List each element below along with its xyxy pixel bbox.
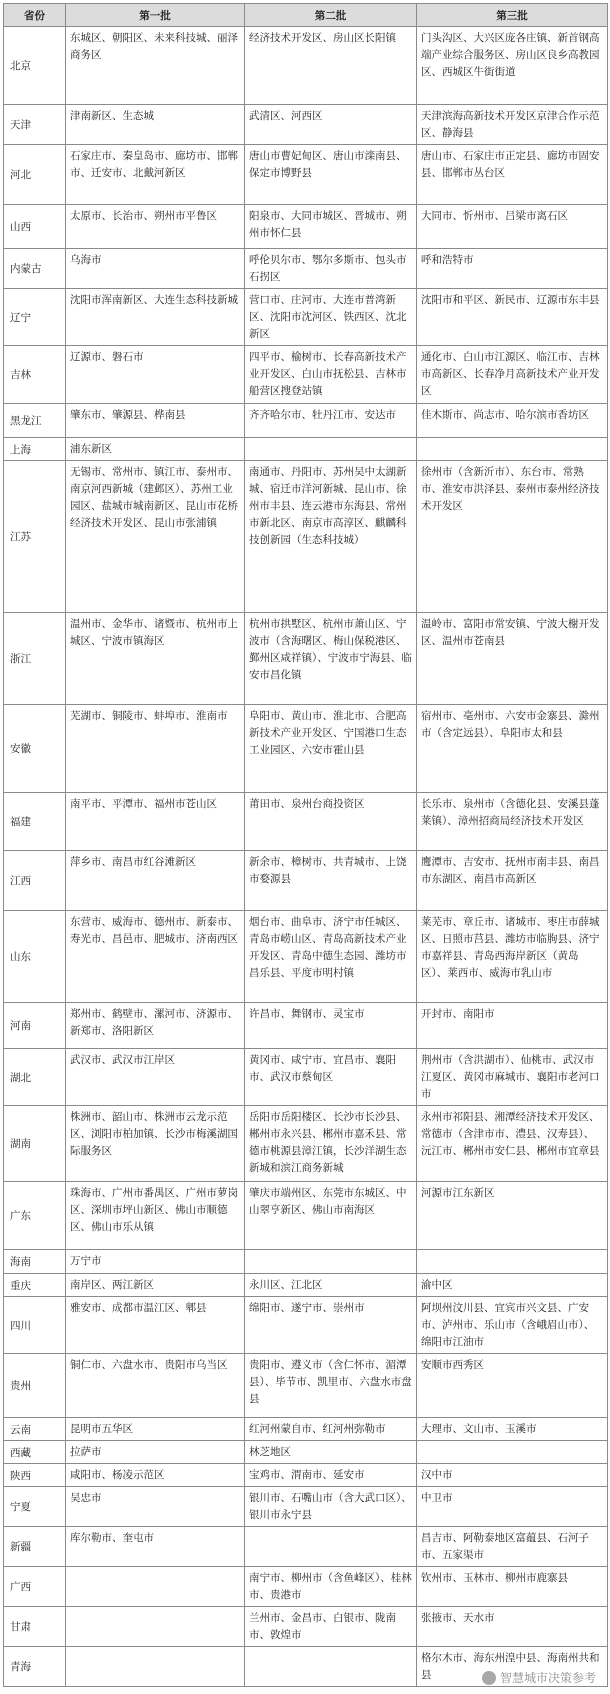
province-cell: 新疆 (4, 1527, 66, 1567)
table-row (4, 705, 608, 793)
batch3-cell: 门头沟区、大兴区庞各庄镇、新首钢高端产业综合服务区、房山区良乡高教园区、西城区牛街街道 (417, 27, 608, 105)
batch1-cell: 太原市、长治市、朔州市平鲁区 (66, 205, 245, 249)
batch2-cell (245, 1647, 417, 1687)
table-row (4, 27, 608, 105)
table-row (4, 1607, 608, 1647)
province-cell: 广东 (4, 1182, 66, 1250)
province-cell: 青海 (4, 1647, 66, 1687)
batch2-cell: 营口市、庄河市、大连市普湾新区、沈阳市沈河区、铁西区、沈北新区 (245, 289, 417, 346)
batch1-cell: 无锡市、常州市、镇江市、泰州市、南京河西新城（建邺区）、苏州工业园区、盐城市城南新区、昆山市花桥经济技术开发区、昆山市张浦镇 (66, 461, 245, 613)
province-cell: 黑龙江 (4, 404, 66, 438)
province-cell: 山东 (4, 911, 66, 1003)
batch2-cell: 阳泉市、大同市城区、晋城市、朔州市怀仁县 (245, 205, 417, 249)
table-row (4, 346, 608, 404)
batch3-cell: 格尔木市、海东州湟中县、海南州共和县 (417, 1647, 608, 1687)
province-cell: 陕西 (4, 1464, 66, 1487)
table-row (4, 851, 608, 911)
batch3-cell (417, 1250, 608, 1274)
batch1-cell: 沈阳市浑南新区、大连生态科技新城 (66, 289, 245, 346)
batch2-cell: 肇庆市端州区、东莞市东城区、中山翠亨新区、佛山市南海区 (245, 1182, 417, 1250)
batch1-cell: 珠海市、广州市番禺区、广州市萝岗区、深圳市坪山新区、佛山市顺德区、佛山市乐从镇 (66, 1182, 245, 1250)
batch1-cell: 浦东新区 (66, 438, 245, 461)
table-row (4, 1182, 608, 1250)
province-cell: 内蒙古 (4, 249, 66, 289)
table-body (4, 27, 608, 1687)
batch3-cell: 钦州市、玉林市、柳州市鹿寨县 (417, 1567, 608, 1607)
province-cell: 湖北 (4, 1049, 66, 1106)
table-row (4, 205, 608, 249)
batch2-cell: 林芝地区 (245, 1441, 417, 1464)
batch2-cell: 经济技术开发区、房山区长阳镇 (245, 27, 417, 105)
batch2-cell: 呼伦贝尔市、鄂尔多斯市、包头市石拐区 (245, 249, 417, 289)
batch2-cell (245, 1250, 417, 1274)
batch3-cell (417, 438, 608, 461)
watermark-text: 智慧城市决策参考 (499, 1671, 596, 1685)
batch3-cell: 阿坝州汶川县、宜宾市兴文县、广安市、泸州市、乐山市（含峨眉山市）、绵阳市江油市 (417, 1297, 608, 1354)
province-cell: 浙江 (4, 613, 66, 705)
watermark (482, 1669, 596, 1686)
batch3-cell: 鹰潭市、吉安市、抚州市南丰县、南昌市东湖区、南昌市高新区 (417, 851, 608, 911)
table-row (4, 438, 608, 461)
batch2-cell: 莆田市、泉州台商投资区 (245, 793, 417, 851)
table-row (4, 1527, 608, 1567)
province-cell: 河北 (4, 145, 66, 205)
table-row (4, 1297, 608, 1354)
wechat-icon (482, 1671, 496, 1685)
header-batch1: 第一批 (66, 4, 245, 27)
batch3-cell: 通化市、白山市江源区、临江市、吉林市高新区、长春净月高新技术产业开发区 (417, 346, 608, 404)
batch1-cell: 南平市、平潭市、福州市苍山区 (66, 793, 245, 851)
batch1-cell: 库尔勒市、奎屯市 (66, 1527, 245, 1567)
province-cell: 安徽 (4, 705, 66, 793)
table-row (4, 1049, 608, 1106)
table-row (4, 1250, 608, 1274)
batch3-cell (417, 1441, 608, 1464)
smart-city-pilot-table (3, 3, 608, 1687)
table-row (4, 404, 608, 438)
batch1-cell: 肇东市、肇源县、桦南县 (66, 404, 245, 438)
batch3-cell: 大理市、文山市、玉溪市 (417, 1418, 608, 1441)
table-header-row (4, 4, 608, 27)
province-cell: 北京 (4, 27, 66, 105)
table-row (4, 249, 608, 289)
table-row (4, 1441, 608, 1464)
batch1-cell: 辽源市、磐石市 (66, 346, 245, 404)
batch2-cell: 武清区、河西区 (245, 105, 417, 145)
table-row (4, 1274, 608, 1297)
batch2-cell: 永川区、江北区 (245, 1274, 417, 1297)
province-cell: 江苏 (4, 461, 66, 613)
batch2-cell: 新余市、樟树市、共青城市、上饶市婺源县 (245, 851, 417, 911)
province-cell: 山西 (4, 205, 66, 249)
table-row (4, 461, 608, 613)
province-cell: 天津 (4, 105, 66, 145)
batch1-cell: 石家庄市、秦皇岛市、廊坊市、邯郸市、迁安市、北戴河新区 (66, 145, 245, 205)
batch3-cell: 开封市、南阳市 (417, 1003, 608, 1049)
batch2-cell (245, 1527, 417, 1567)
batch2-cell: 唐山市曹妃甸区、唐山市滦南县、保定市博野县 (245, 145, 417, 205)
table-row (4, 793, 608, 851)
batch3-cell: 河源市江东新区 (417, 1182, 608, 1250)
batch3-cell: 张掖市、天水市 (417, 1607, 608, 1647)
batch1-cell: 铜仁市、六盘水市、贵阳市乌当区 (66, 1354, 245, 1418)
batch2-cell: 红河州蒙自市、红河州弥勒市 (245, 1418, 417, 1441)
batch2-cell: 南宁市、柳州市（含鱼峰区）、桂林市、贵港市 (245, 1567, 417, 1607)
province-cell: 上海 (4, 438, 66, 461)
batch1-cell: 津南新区、生态城 (66, 105, 245, 145)
table-row (4, 145, 608, 205)
batch1-cell: 株洲市、韶山市、株洲市云龙示范区、浏阳市柏加镇、长沙市梅溪湖国际服务区 (66, 1106, 245, 1182)
batch3-cell: 呼和浩特市 (417, 249, 608, 289)
batch1-cell: 南岸区、两江新区 (66, 1274, 245, 1297)
province-cell: 云南 (4, 1418, 66, 1441)
batch2-cell: 烟台市、曲阜市、济宁市任城区、青岛市崂山区、青岛高新技术产业开发区、青岛中德生态园、潍坊市昌乐县、平度市明村镇 (245, 911, 417, 1003)
batch3-cell: 天津滨海高新技术开发区京津合作示范区、静海县 (417, 105, 608, 145)
batch3-cell: 安顺市西秀区 (417, 1354, 608, 1418)
batch1-cell: 萍乡市、南昌市红谷滩新区 (66, 851, 245, 911)
batch3-cell: 温岭市、富阳市常安镇、宁波大榭开发区、温州市苍南县 (417, 613, 608, 705)
batch3-cell: 永州市祁阳县、湘潭经济技术开发区、常德市（含津市市、澧县、汉寿县）、沅江市、郴州市安仁县、郴州市宜章县 (417, 1106, 608, 1182)
table-row (4, 1003, 608, 1049)
header-batch2: 第二批 (245, 4, 417, 27)
batch3-cell: 徐州市（含新沂市）、东台市、常熟市、淮安市洪泽县、泰州市泰州经济技术开发区 (417, 461, 608, 613)
batch2-cell: 齐齐哈尔市、牡丹江市、安达市 (245, 404, 417, 438)
batch3-cell: 沈阳市和平区、新民市、辽源市东丰县 (417, 289, 608, 346)
table-row (4, 289, 608, 346)
batch1-cell: 咸阳市、杨凌示范区 (66, 1464, 245, 1487)
batch1-cell: 武汉市、武汉市江岸区 (66, 1049, 245, 1106)
batch2-cell: 宝鸡市、渭南市、延安市 (245, 1464, 417, 1487)
province-cell: 河南 (4, 1003, 66, 1049)
batch3-cell: 渝中区 (417, 1274, 608, 1297)
batch3-cell: 大同市、忻州市、吕梁市离石区 (417, 205, 608, 249)
province-cell: 福建 (4, 793, 66, 851)
batch3-cell: 汉中市 (417, 1464, 608, 1487)
province-cell: 江西 (4, 851, 66, 911)
header-province: 省份 (4, 4, 66, 27)
batch1-cell: 芜湖市、铜陵市、蚌埠市、淮南市 (66, 705, 245, 793)
header-batch3: 第三批 (417, 4, 608, 27)
province-cell: 甘肃 (4, 1607, 66, 1647)
batch2-cell: 阜阳市、黄山市、淮北市、合肥高新技术产业开发区、宁国港口生态工业园区、六安市霍山县 (245, 705, 417, 793)
batch1-cell (66, 1647, 245, 1687)
batch1-cell: 温州市、金华市、诸暨市、杭州市上城区、宁波市镇海区 (66, 613, 245, 705)
batch2-cell: 杭州市拱墅区、杭州市萧山区、宁波市（含海曙区、梅山保税港区、鄞州区咸祥镇）、宁波市宁海县、临安市昌化镇 (245, 613, 417, 705)
province-cell: 四川 (4, 1297, 66, 1354)
batch2-cell: 岳阳市岳阳楼区、长沙市长沙县、郴州市永兴县、郴州市嘉禾县、常德市桃源县漳江镇，长沙洋湖生态新城和滨江商务新城 (245, 1106, 417, 1182)
province-cell: 广西 (4, 1567, 66, 1607)
table-row (4, 1567, 608, 1607)
batch1-cell: 吴忠市 (66, 1487, 245, 1527)
batch1-cell: 万宁市 (66, 1250, 245, 1274)
batch3-cell: 荆州市（含洪湖市）、仙桃市、武汉市江夏区、黄冈市麻城市、襄阳市老河口市 (417, 1049, 608, 1106)
batch2-cell (245, 438, 417, 461)
table-row (4, 1106, 608, 1182)
batch2-cell: 黄冈市、咸宁市、宜昌市、襄阳市、武汉市蔡甸区 (245, 1049, 417, 1106)
table-row (4, 1464, 608, 1487)
province-cell: 海南 (4, 1250, 66, 1274)
table-row (4, 613, 608, 705)
batch3-cell: 莱芜市、章丘市、诸城市、枣庄市薛城区、日照市莒县、潍坊市临朐县、济宁市嘉祥县、青岛西海岸新区（黄岛区）、莱西市、威海市乳山市 (417, 911, 608, 1003)
batch1-cell: 乌海市 (66, 249, 245, 289)
batch2-cell: 银川市、石嘴山市（含大武口区）、银川市永宁县 (245, 1487, 417, 1527)
batch3-cell: 中卫市 (417, 1487, 608, 1527)
batch3-cell: 佳木斯市、尚志市、哈尔滨市香坊区 (417, 404, 608, 438)
table-row (4, 1354, 608, 1418)
batch1-cell: 东营市、威海市、德州市、新泰市、寿光市、昌邑市、肥城市、济南西区 (66, 911, 245, 1003)
batch2-cell: 兰州市、金昌市、白银市、陇南市、敦煌市 (245, 1607, 417, 1647)
batch1-cell (66, 1567, 245, 1607)
batch2-cell: 贵阳市、遵义市（含仁怀市、湄潭县）、毕节市、凯里市、六盘水市盘县 (245, 1354, 417, 1418)
batch1-cell: 雅安市、成都市温江区、郫县 (66, 1297, 245, 1354)
table-row (4, 1418, 608, 1441)
batch2-cell: 南通市、丹阳市、苏州吴中太湖新城、宿迁市洋河新城、昆山市、徐州市丰县、连云港市东海县、常州市新北区、南京市高淳区、麒麟科技创新园（生态科技城） (245, 461, 417, 613)
province-cell: 湖南 (4, 1106, 66, 1182)
batch1-cell: 拉萨市 (66, 1441, 245, 1464)
province-cell: 贵州 (4, 1354, 66, 1418)
batch1-cell: 昆明市五华区 (66, 1418, 245, 1441)
batch3-cell: 昌吉市、阿勒泰地区富蕴县、石河子市、五家渠市 (417, 1527, 608, 1567)
batch2-cell: 四平市、榆树市、长春高新技术产业开发区、白山市抚松县、吉林市船营区搜登站镇 (245, 346, 417, 404)
batch3-cell: 宿州市、亳州市、六安市金寨县、滁州市（含定远县）、阜阳市太和县 (417, 705, 608, 793)
province-cell: 重庆 (4, 1274, 66, 1297)
province-cell: 宁夏 (4, 1487, 66, 1527)
batch3-cell: 长乐市、泉州市（含德化县、安溪县蓬莱镇）、漳州招商局经济技术开发区 (417, 793, 608, 851)
batch1-cell (66, 1607, 245, 1647)
batch1-cell: 郑州市、鹤壁市、漯河市、济源市、新郑市、洛阳新区 (66, 1003, 245, 1049)
province-cell: 西藏 (4, 1441, 66, 1464)
province-cell: 吉林 (4, 346, 66, 404)
batch2-cell: 许昌市、舞钢市、灵宝市 (245, 1003, 417, 1049)
batch2-cell: 绵阳市、遂宁市、崇州市 (245, 1297, 417, 1354)
table-row (4, 105, 608, 145)
table-row (4, 1487, 608, 1527)
province-cell: 辽宁 (4, 289, 66, 346)
table-row (4, 911, 608, 1003)
batch3-cell: 唐山市、石家庄市正定县、廊坊市固安县、邯郸市丛台区 (417, 145, 608, 205)
batch1-cell: 东城区、朝阳区、未来科技城、丽泽商务区 (66, 27, 245, 105)
